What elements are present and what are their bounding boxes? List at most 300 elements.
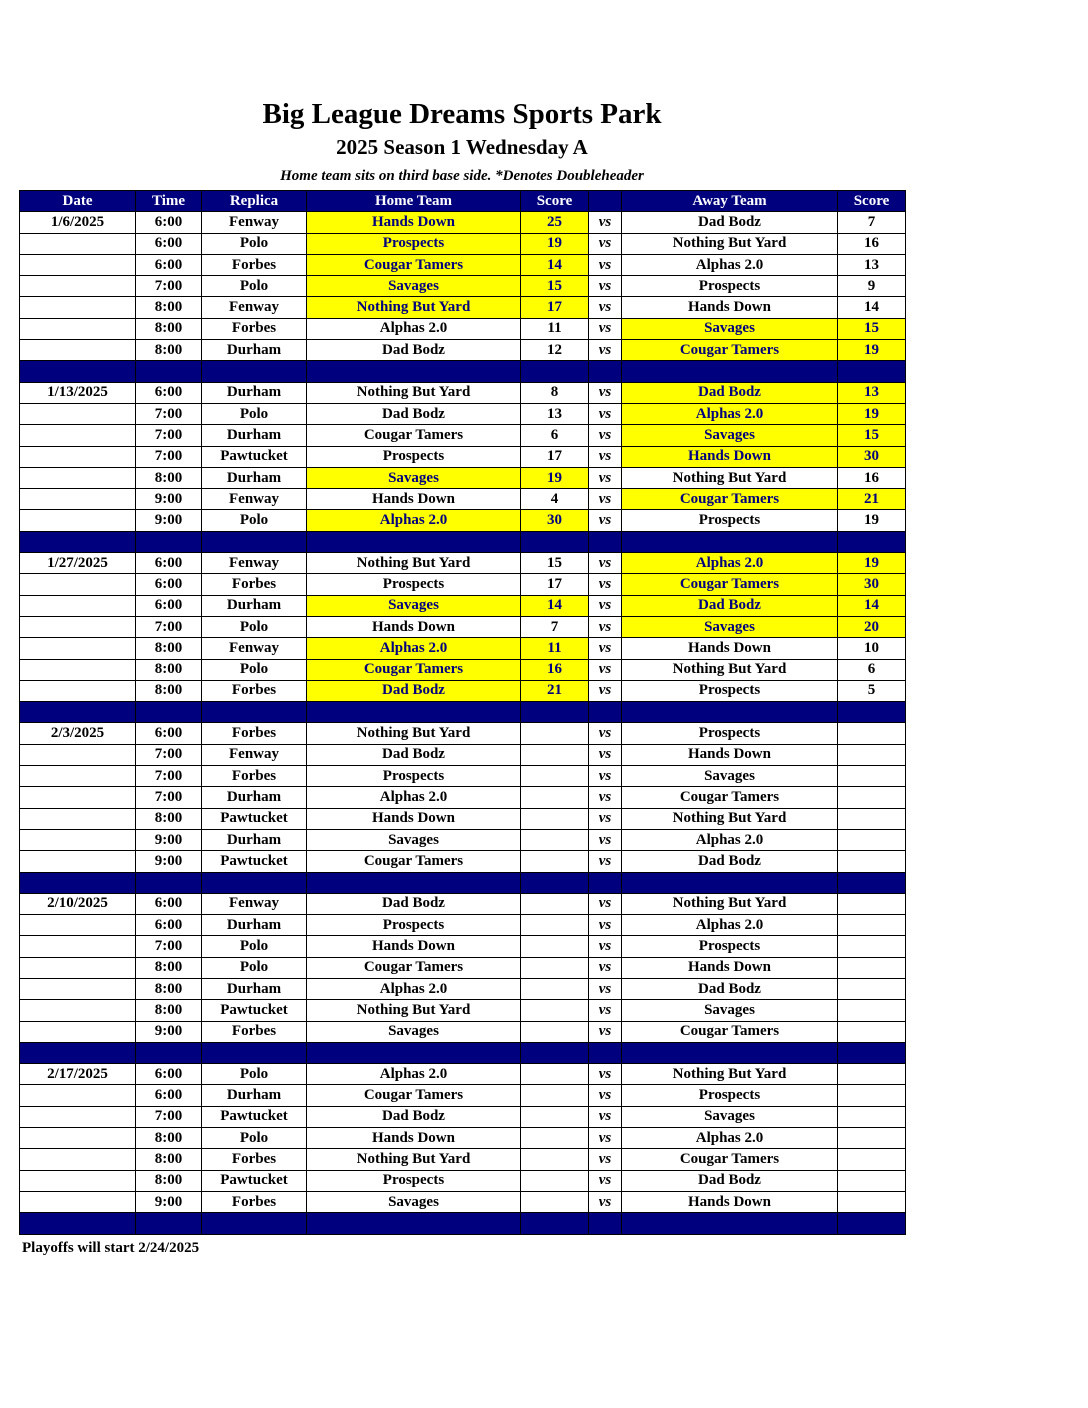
away-team-cell: Dad Bodz [622,382,838,403]
home-score-cell [521,1085,589,1106]
away-team-cell: Cougar Tamers [622,1149,838,1170]
separator-cell [589,702,622,723]
away-team-cell: Cougar Tamers [622,574,838,595]
away-team-cell: Cougar Tamers [622,489,838,510]
away-team-cell: Nothing But Yard [622,1064,838,1085]
vs-cell: vs [589,1149,622,1170]
separator-cell [521,1042,589,1063]
time-cell: 7:00 [136,766,202,787]
replica-cell: Pawtucket [202,851,307,872]
vs-cell: vs [589,382,622,403]
time-cell: 7:00 [136,276,202,297]
time-cell: 6:00 [136,1064,202,1085]
replica-cell: Forbes [202,723,307,744]
vs-cell: vs [589,978,622,999]
date-cell [20,595,136,616]
date-cell [20,1021,136,1042]
separator-cell [136,531,202,552]
away-team-cell: Savages [622,425,838,446]
replica-cell: Durham [202,467,307,488]
vs-cell: vs [589,659,622,680]
away-score-cell [838,1191,906,1212]
vs-cell: vs [589,851,622,872]
table-row [20,318,906,339]
separator-cell [838,702,906,723]
time-cell: 7:00 [136,616,202,637]
away-score-cell [838,1128,906,1149]
home-score-cell [521,1170,589,1191]
table-row [20,467,906,488]
table-row [20,1149,906,1170]
home-team-cell: Cougar Tamers [307,1085,521,1106]
replica-cell: Polo [202,957,307,978]
away-score-cell [838,1021,906,1042]
time-cell: 8:00 [136,978,202,999]
away-score-cell: 30 [838,446,906,467]
home-team-cell: Dad Bodz [307,1106,521,1127]
home-team-cell: Dad Bodz [307,680,521,701]
table-row [20,1085,906,1106]
date-cell: 1/27/2025 [20,553,136,574]
table-row [20,936,906,957]
home-score-cell [521,1021,589,1042]
table-row [20,1106,906,1127]
away-score-cell [838,936,906,957]
home-score-cell: 25 [521,212,589,233]
home-score-cell [521,1000,589,1021]
home-score-cell [521,723,589,744]
home-score-cell [521,957,589,978]
home-team-cell: Cougar Tamers [307,851,521,872]
date-cell [20,829,136,850]
away-team-cell: Prospects [622,1085,838,1106]
separator-cell [521,361,589,382]
away-score-cell: 6 [838,659,906,680]
table-row [20,851,906,872]
time-cell: 8:00 [136,340,202,361]
date-cell [20,446,136,467]
vs-cell: vs [589,1064,622,1085]
vs-cell: vs [589,233,622,254]
home-score-cell: 15 [521,276,589,297]
home-team-cell: Alphas 2.0 [307,978,521,999]
col-header-away-score: Score [838,191,906,212]
separator-cell [622,1042,838,1063]
week-separator-row [20,531,906,552]
home-team-cell: Hands Down [307,1128,521,1149]
time-cell: 7:00 [136,787,202,808]
replica-cell: Forbes [202,1149,307,1170]
away-team-cell: Alphas 2.0 [622,553,838,574]
time-cell: 6:00 [136,254,202,275]
date-cell [20,1128,136,1149]
separator-cell [838,531,906,552]
vs-cell: vs [589,467,622,488]
replica-cell: Pawtucket [202,1106,307,1127]
away-team-cell: Dad Bodz [622,595,838,616]
away-team-cell: Dad Bodz [622,851,838,872]
table-row [20,978,906,999]
away-team-cell: Hands Down [622,744,838,765]
separator-cell [589,872,622,893]
vs-cell: vs [589,1000,622,1021]
away-score-cell [838,744,906,765]
date-cell: 1/6/2025 [20,212,136,233]
table-row [20,787,906,808]
time-cell: 8:00 [136,957,202,978]
home-score-cell [521,1106,589,1127]
vs-cell: vs [589,1106,622,1127]
page-title: Big League Dreams Sports Park [262,98,662,130]
home-score-cell: 16 [521,659,589,680]
separator-cell [622,1213,838,1234]
away-score-cell: 15 [838,425,906,446]
separator-cell [136,1042,202,1063]
date-cell [20,510,136,531]
home-team-cell: Nothing But Yard [307,382,521,403]
replica-cell: Durham [202,829,307,850]
away-score-cell [838,1000,906,1021]
time-cell: 6:00 [136,212,202,233]
date-cell [20,276,136,297]
home-score-cell [521,978,589,999]
home-score-cell: 15 [521,553,589,574]
replica-cell: Pawtucket [202,808,307,829]
home-team-cell: Savages [307,829,521,850]
vs-cell: vs [589,425,622,446]
table-row [20,489,906,510]
home-team-cell: Alphas 2.0 [307,1064,521,1085]
separator-cell [307,1042,521,1063]
week-separator-row [20,1042,906,1063]
separator-cell [20,1042,136,1063]
away-team-cell: Prospects [622,680,838,701]
separator-cell [202,361,307,382]
home-score-cell: 6 [521,425,589,446]
home-score-cell: 19 [521,467,589,488]
time-cell: 6:00 [136,553,202,574]
away-score-cell: 19 [838,403,906,424]
vs-cell: vs [589,403,622,424]
home-score-cell: 4 [521,489,589,510]
date-cell [20,978,136,999]
separator-cell [307,361,521,382]
home-team-cell: Savages [307,467,521,488]
table-row [20,276,906,297]
replica-cell: Forbes [202,680,307,701]
date-cell [20,1106,136,1127]
home-team-cell: Nothing But Yard [307,1000,521,1021]
time-cell: 7:00 [136,425,202,446]
time-cell: 7:00 [136,936,202,957]
separator-cell [20,872,136,893]
home-team-cell: Cougar Tamers [307,425,521,446]
vs-cell: vs [589,915,622,936]
date-cell: 2/10/2025 [20,893,136,914]
table-row [20,680,906,701]
away-team-cell: Hands Down [622,957,838,978]
date-cell: 2/17/2025 [20,1064,136,1085]
table-row [20,744,906,765]
time-cell: 8:00 [136,467,202,488]
table-row [20,425,906,446]
date-cell [20,574,136,595]
time-cell: 8:00 [136,318,202,339]
away-team-cell: Hands Down [622,446,838,467]
away-team-cell: Hands Down [622,1191,838,1212]
away-team-cell: Cougar Tamers [622,787,838,808]
away-team-cell: Dad Bodz [622,1170,838,1191]
separator-cell [307,872,521,893]
away-team-cell: Alphas 2.0 [622,1128,838,1149]
vs-cell: vs [589,829,622,850]
time-cell: 8:00 [136,1170,202,1191]
vs-cell: vs [589,297,622,318]
separator-cell [521,702,589,723]
vs-cell: vs [589,510,622,531]
date-cell [20,808,136,829]
date-cell [20,340,136,361]
away-team-cell: Nothing But Yard [622,467,838,488]
table-row [20,723,906,744]
time-cell: 6:00 [136,595,202,616]
table-row [20,574,906,595]
home-team-cell: Savages [307,276,521,297]
separator-cell [622,702,838,723]
home-score-cell: 19 [521,233,589,254]
separator-cell [622,872,838,893]
away-score-cell: 19 [838,510,906,531]
vs-cell: vs [589,446,622,467]
date-cell [20,936,136,957]
home-score-cell: 30 [521,510,589,531]
date-cell [20,467,136,488]
away-score-cell: 20 [838,616,906,637]
away-score-cell: 16 [838,467,906,488]
home-team-cell: Hands Down [307,808,521,829]
separator-cell [20,1213,136,1234]
date-cell: 1/13/2025 [20,382,136,403]
vs-cell: vs [589,893,622,914]
vs-cell: vs [589,766,622,787]
col-header-away-team: Away Team [622,191,838,212]
vs-cell: vs [589,489,622,510]
home-team-cell: Alphas 2.0 [307,510,521,531]
replica-cell: Polo [202,233,307,254]
home-score-cell: 17 [521,574,589,595]
vs-cell: vs [589,340,622,361]
separator-cell [202,702,307,723]
away-score-cell [838,893,906,914]
table-row [20,510,906,531]
time-cell: 7:00 [136,744,202,765]
replica-cell: Forbes [202,254,307,275]
home-team-cell: Dad Bodz [307,403,521,424]
season-subtitle: 2025 Season 1 Wednesday A [336,135,588,159]
away-team-cell: Savages [622,1000,838,1021]
time-cell: 9:00 [136,510,202,531]
separator-cell [589,531,622,552]
date-cell [20,425,136,446]
away-score-cell: 10 [838,638,906,659]
playoffs-note: Playoffs will start 2/24/2025 [22,1240,200,1256]
table-row [20,893,906,914]
table-row [20,233,906,254]
replica-cell: Forbes [202,318,307,339]
home-team-cell: Hands Down [307,212,521,233]
separator-cell [136,361,202,382]
col-header-time: Time [136,191,202,212]
replica-cell: Fenway [202,638,307,659]
home-score-cell: 17 [521,297,589,318]
separator-cell [202,872,307,893]
table-row [20,915,906,936]
separator-cell [20,361,136,382]
away-score-cell [838,766,906,787]
away-score-cell: 5 [838,680,906,701]
away-team-cell: Prospects [622,276,838,297]
table-row [20,446,906,467]
away-score-cell [838,829,906,850]
vs-cell: vs [589,1191,622,1212]
time-cell: 6:00 [136,382,202,403]
date-cell [20,616,136,637]
replica-cell: Polo [202,1128,307,1149]
date-cell [20,851,136,872]
away-team-cell: Savages [622,1106,838,1127]
home-team-cell: Cougar Tamers [307,254,521,275]
time-cell: 7:00 [136,1106,202,1127]
table-row [20,382,906,403]
away-score-cell [838,808,906,829]
home-score-cell [521,1064,589,1085]
home-team-cell: Prospects [307,574,521,595]
vs-cell: vs [589,638,622,659]
away-score-cell: 13 [838,382,906,403]
schedule-table [19,190,906,1235]
replica-cell: Durham [202,340,307,361]
separator-cell [136,1213,202,1234]
time-cell: 6:00 [136,915,202,936]
home-team-cell: Dad Bodz [307,744,521,765]
home-team-cell: Alphas 2.0 [307,318,521,339]
home-score-cell: 12 [521,340,589,361]
away-team-cell: Savages [622,766,838,787]
away-team-cell: Dad Bodz [622,212,838,233]
home-score-cell: 11 [521,638,589,659]
date-cell [20,1000,136,1021]
vs-cell: vs [589,318,622,339]
date-cell [20,1170,136,1191]
separator-cell [622,531,838,552]
separator-cell [521,1213,589,1234]
col-header-home-score: Score [521,191,589,212]
home-team-cell: Savages [307,1191,521,1212]
table-row [20,553,906,574]
home-team-cell: Prospects [307,446,521,467]
away-team-cell: Alphas 2.0 [622,403,838,424]
time-cell: 7:00 [136,446,202,467]
away-score-cell [838,1106,906,1127]
separator-cell [136,702,202,723]
replica-cell: Durham [202,915,307,936]
replica-cell: Durham [202,1085,307,1106]
date-cell [20,318,136,339]
time-cell: 9:00 [136,829,202,850]
separator-cell [838,361,906,382]
separator-cell [589,361,622,382]
replica-cell: Fenway [202,553,307,574]
separator-cell [202,531,307,552]
vs-cell: vs [589,616,622,637]
home-team-cell: Prospects [307,766,521,787]
vs-cell: vs [589,276,622,297]
time-cell: 6:00 [136,723,202,744]
home-score-cell [521,744,589,765]
time-cell: 8:00 [136,638,202,659]
away-score-cell: 15 [838,318,906,339]
replica-cell: Fenway [202,744,307,765]
replica-cell: Polo [202,659,307,680]
time-cell: 9:00 [136,1021,202,1042]
replica-cell: Durham [202,787,307,808]
away-team-cell: Prospects [622,936,838,957]
time-cell: 9:00 [136,851,202,872]
away-team-cell: Prospects [622,723,838,744]
home-team-cell: Dad Bodz [307,893,521,914]
time-cell: 7:00 [136,403,202,424]
time-cell: 8:00 [136,297,202,318]
away-score-cell: 19 [838,340,906,361]
vs-cell: vs [589,553,622,574]
away-score-cell: 16 [838,233,906,254]
home-score-cell [521,1191,589,1212]
replica-cell: Forbes [202,1021,307,1042]
table-row [20,616,906,637]
away-score-cell [838,1149,906,1170]
vs-cell: vs [589,212,622,233]
table-row [20,595,906,616]
week-separator-row [20,1213,906,1234]
vs-cell: vs [589,680,622,701]
date-cell [20,638,136,659]
time-cell: 6:00 [136,1085,202,1106]
home-team-note: Home team sits on third base side. *Denotes Doubleheader [280,168,644,184]
away-team-cell: Hands Down [622,297,838,318]
replica-cell: Forbes [202,574,307,595]
away-team-cell: Hands Down [622,638,838,659]
home-score-cell [521,766,589,787]
home-score-cell: 11 [521,318,589,339]
away-score-cell: 30 [838,574,906,595]
table-row [20,766,906,787]
away-score-cell: 19 [838,553,906,574]
vs-cell: vs [589,808,622,829]
table-row [20,212,906,233]
date-cell [20,957,136,978]
time-cell: 9:00 [136,1191,202,1212]
schedule-body [20,212,906,1234]
separator-cell [589,1042,622,1063]
away-team-cell: Nothing But Yard [622,893,838,914]
separator-cell [20,702,136,723]
week-separator-row [20,872,906,893]
week-separator-row [20,702,906,723]
replica-cell: Pawtucket [202,1170,307,1191]
date-cell [20,297,136,318]
date-cell [20,766,136,787]
away-score-cell [838,787,906,808]
